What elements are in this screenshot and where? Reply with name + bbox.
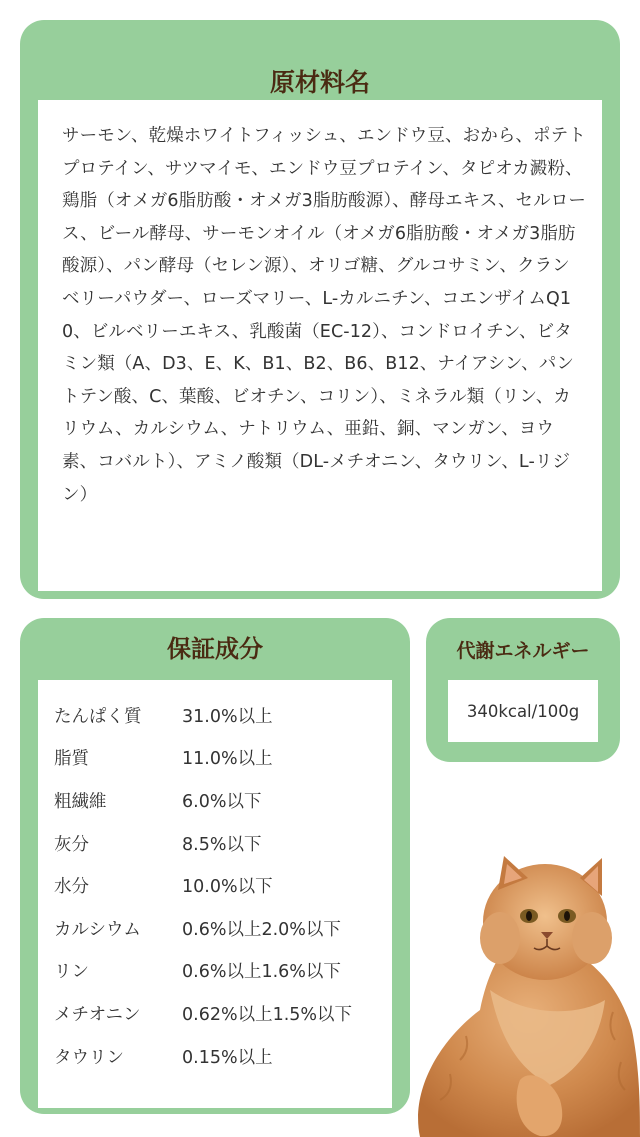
analysis-title: 保証成分 (167, 635, 263, 663)
analysis-row-label: メチオニン (54, 1004, 141, 1025)
analysis-row-value: 11.0%以上 (182, 749, 273, 770)
persian-cat-image (400, 840, 640, 1137)
analysis-row-label: タウリン (54, 1047, 124, 1068)
analysis-row-value: 8.5%以下 (182, 834, 262, 855)
analysis-row (54, 950, 392, 993)
analysis-row (54, 992, 392, 1035)
analysis-table (38, 680, 392, 1108)
analysis-row-value: 0.6%以上2.0%以下 (182, 919, 341, 940)
analysis-row-value: 0.6%以上1.6%以下 (182, 962, 341, 983)
analysis-row-label: 水分 (54, 877, 89, 898)
analysis-row (54, 1035, 392, 1078)
analysis-row (54, 737, 392, 780)
ingredients-title: 原材料名 (269, 68, 370, 97)
ingredients-card (20, 20, 620, 599)
analysis-row-label: 脂質 (54, 749, 89, 770)
analysis-card (20, 618, 410, 1114)
analysis-row (54, 864, 392, 907)
analysis-row-value: 6.0%以下 (182, 791, 262, 812)
energy-value: 340kcal/100g (448, 680, 598, 742)
ingredients-body (38, 100, 602, 591)
analysis-row-value: 31.0%以上 (182, 706, 273, 727)
ingredients-text: サーモン、乾燥ホワイトフィッシュ、エンドウ豆、おから、ポテトプロテイン、サツマイモ、エンドウ豆プロテイン、タピオカ澱粉、鶏脂（オメガ6脂肪酸・オメガ3脂肪酸源）、酵母エキス、セルロース、ビール酵母、サーモンオイル（オメガ6脂肪酸・オメガ3脂肪酸源）、パン酵母（セレン源）、オリゴ糖、グルコサミン、クランベリーパウダー、ローズマリー、L-カルニチン、コエンザイムQ10、ビルベリーエキス、乳酸菌（EC-12）、コンドロイチン、ビタミン類（A、D3、E、K、B1、B2、B6、B12、ナイアシン、パントテン酸、C、葉酸、ビオチン、コリン）、ミネラル類（リン、カリウム、カルシウム、ナトリウム、亜鉛、銅、マンガン、ヨウ素、コバルト）、アミノ酸類（DL-メチオニン、タウリン、L-リジン） (62, 126, 586, 505)
analysis-row-value: 0.15%以上 (182, 1047, 273, 1068)
analysis-row-value: 0.62%以上1.5%以下 (182, 1004, 353, 1025)
analysis-row (54, 779, 392, 822)
analysis-row (54, 907, 392, 950)
analysis-row-label: カルシウム (54, 919, 141, 940)
analysis-row (54, 822, 392, 865)
analysis-row-label: 灰分 (54, 834, 89, 855)
analysis-row (54, 694, 392, 737)
analysis-row-value: 10.0%以下 (182, 877, 273, 898)
energy-card (426, 618, 620, 762)
analysis-row-label: 粗繊維 (54, 791, 107, 812)
analysis-row-label: リン (54, 962, 89, 983)
analysis-row-label: たんぱく質 (54, 706, 142, 727)
energy-title: 代謝エネルギー (456, 640, 590, 662)
